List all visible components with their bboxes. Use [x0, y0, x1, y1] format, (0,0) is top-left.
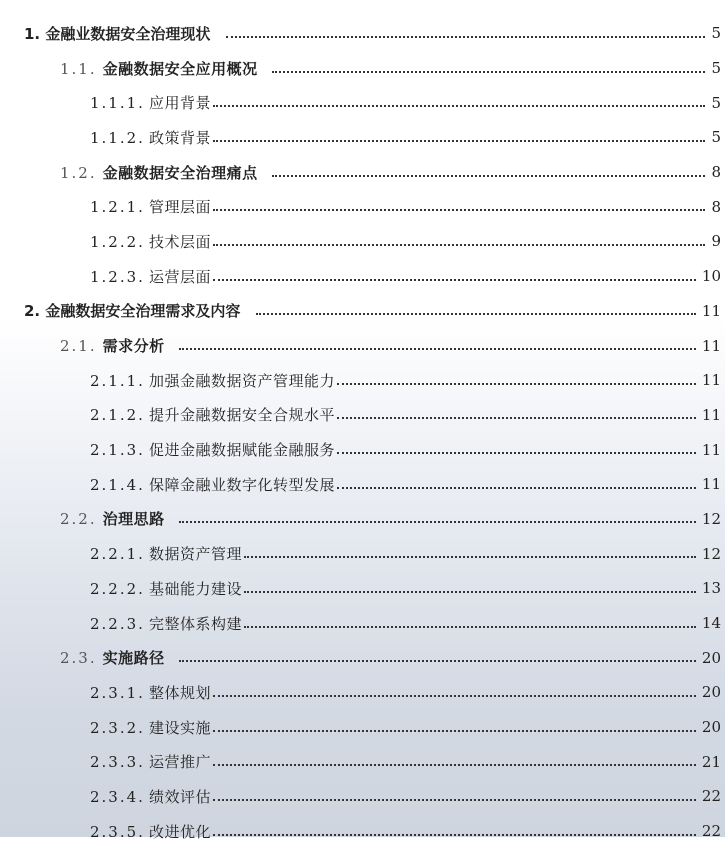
- toc-entry-level-3[interactable]: [0, 259, 725, 294]
- toc-dot-leader: [213, 139, 705, 142]
- toc-dot-leader: [272, 70, 705, 73]
- toc-page-number: 5: [711, 93, 721, 112]
- toc-entry-label: [90, 231, 211, 252]
- toc-entry-number: 2.3.2.: [90, 718, 145, 737]
- toc-entry-label: [90, 474, 335, 495]
- toc-entry-title: 需求分析: [102, 337, 165, 356]
- toc-entry-number: 1.1.2.: [90, 128, 145, 147]
- toc-entry-number: 1.2.1.: [90, 198, 145, 217]
- toc-dot-leader: [213, 694, 696, 697]
- toc-entry-number: 2.2.3.: [90, 614, 145, 633]
- toc-dot-leader: [244, 625, 696, 628]
- toc-entry-number: 2.1.1.: [90, 371, 145, 390]
- toc-entry-title: 实施路径: [102, 649, 165, 668]
- toc-entry-label: [90, 786, 211, 807]
- toc-page-number: 5: [711, 59, 721, 78]
- toc-entry-number: 2.2.: [60, 510, 97, 529]
- toc-entry-level-3[interactable]: [0, 744, 725, 779]
- toc-page-number: 12: [701, 544, 721, 563]
- toc-page-number: 5: [711, 24, 721, 43]
- toc-page-number: 14: [701, 614, 721, 633]
- toc-dot-leader: [213, 104, 705, 107]
- toc-entry-level-3[interactable]: [0, 224, 725, 259]
- toc-page-number: 20: [701, 718, 721, 737]
- toc-dot-leader: [337, 382, 696, 385]
- toc-entry-number: 2.1.4.: [90, 475, 145, 494]
- toc-entry-title: 管理层面: [148, 198, 211, 217]
- toc-entry-number: 2.3.: [60, 649, 97, 668]
- toc-dot-leader: [244, 555, 696, 558]
- toc-entry-level-3[interactable]: [0, 398, 725, 433]
- toc-dot-leader: [213, 729, 696, 732]
- toc-entry-title: 促进金融数据赋能金融服务: [148, 441, 335, 460]
- toc-entry-level-1[interactable]: [0, 294, 725, 329]
- toc-entry-number: 1.1.: [60, 59, 97, 78]
- toc-entry-title: 基础能力建设: [148, 579, 242, 598]
- toc-entry-title: 加强金融数据资产管理能力: [148, 371, 335, 390]
- toc-entry-title: 金融数据安全应用概况: [102, 59, 258, 78]
- toc-page-number: 11: [701, 475, 721, 494]
- toc-entry-title: 改进优化: [148, 822, 211, 841]
- toc-entry-title: 绩效评估: [148, 787, 211, 806]
- toc-entry-level-2[interactable]: [0, 640, 725, 675]
- toc-entry-title: 应用背景: [148, 94, 211, 113]
- toc-entry-label: [90, 717, 211, 738]
- toc-entry-number: 2.3.5.: [90, 822, 145, 841]
- toc-entry-title: 保障金融业数字化转型发展: [148, 475, 335, 494]
- toc-entry-title: 数据资产管理: [148, 545, 242, 564]
- toc-entry-number: 1.2.3.: [90, 267, 145, 286]
- toc-entry-number: 2.2.2.: [90, 579, 145, 598]
- toc-entry-label: [90, 92, 211, 113]
- toc-page-number: 21: [701, 752, 721, 771]
- toc-dot-leader: [213, 798, 696, 801]
- toc-entry-label: [90, 751, 211, 772]
- toc-entry-number: 2.1.3.: [90, 441, 145, 460]
- toc-page-number: 22: [701, 822, 721, 841]
- toc-entry-label: [90, 196, 211, 217]
- toc-entry-number: 2.: [24, 302, 41, 321]
- toc-page-number: 22: [701, 787, 721, 806]
- toc-entry-label: [90, 543, 242, 564]
- toc-entry-number: 2.2.1.: [90, 545, 145, 564]
- toc-entry-number: 2.3.4.: [90, 787, 145, 806]
- toc-entry-number: 1.: [24, 24, 41, 43]
- toc-dot-leader: [213, 833, 696, 836]
- toc-entry-level-3[interactable]: [0, 85, 725, 120]
- toc-entry-level-3[interactable]: [0, 814, 725, 849]
- toc-entry-label: [90, 127, 211, 148]
- toc-page-number: 10: [701, 267, 721, 286]
- toc-page-number: 20: [701, 683, 721, 702]
- toc-page-number: 11: [701, 301, 721, 320]
- toc-page-number: 8: [711, 197, 721, 216]
- toc-entry-level-2[interactable]: [0, 502, 725, 537]
- toc-dot-leader: [213, 278, 696, 281]
- toc-entry-number: 2.3.1.: [90, 683, 145, 702]
- toc-entry-label: [60, 162, 258, 183]
- toc-page-number: 20: [701, 648, 721, 667]
- toc-dot-leader: [337, 416, 696, 419]
- toc-entry-level-3[interactable]: [0, 363, 725, 398]
- toc-entry-level-3[interactable]: [0, 467, 725, 502]
- toc-entry-label: [90, 578, 242, 599]
- toc-entry-title: 金融业数据安全治理现状: [45, 24, 211, 43]
- toc-entry-label: [90, 404, 335, 425]
- toc-dot-leader: [213, 243, 705, 246]
- toc-entry-level-3[interactable]: [0, 710, 725, 745]
- toc-entry-number: 2.3.3.: [90, 753, 145, 772]
- toc-entry-label: [90, 613, 242, 634]
- toc-entry-title: 整体规划: [148, 683, 211, 702]
- toc-entry-title: 建设实施: [148, 718, 211, 737]
- toc-dot-leader: [226, 35, 705, 38]
- toc-page-number: 11: [701, 336, 721, 355]
- toc-entry-level-3[interactable]: [0, 606, 725, 641]
- toc-page-number: 9: [711, 232, 721, 251]
- table-of-contents: [0, 16, 725, 849]
- toc-entry-number: 1.2.2.: [90, 232, 145, 251]
- toc-entry-level-3[interactable]: [0, 571, 725, 606]
- toc-entry-title: 提升金融数据安全合规水平: [148, 406, 335, 425]
- toc-page-number: 11: [701, 371, 721, 390]
- toc-entry-level-3[interactable]: [0, 675, 725, 710]
- toc-dot-leader: [179, 520, 696, 523]
- toc-entry-label: [90, 821, 211, 842]
- toc-entry-label: [90, 370, 335, 391]
- toc-entry-level-2[interactable]: [0, 51, 725, 86]
- toc-entry-title: 完整体系构建: [148, 614, 242, 633]
- toc-page-number: 5: [711, 128, 721, 147]
- toc-entry-level-3[interactable]: [0, 120, 725, 155]
- toc-dot-leader: [179, 347, 696, 350]
- toc-entry-level-3[interactable]: [0, 779, 725, 814]
- toc-entry-title: 运营推广: [148, 753, 211, 772]
- toc-entry-label: [60, 58, 258, 79]
- toc-dot-leader: [337, 486, 696, 489]
- toc-entry-title: 政策背景: [148, 128, 211, 147]
- toc-entry-number: 2.1.2.: [90, 406, 145, 425]
- toc-page-number: 13: [701, 579, 721, 598]
- toc-entry-label: [90, 439, 335, 460]
- toc-dot-leader: [213, 763, 696, 766]
- toc-dot-leader: [179, 659, 696, 662]
- toc-entry-level-1[interactable]: [0, 16, 725, 51]
- toc-entry-label: [90, 682, 211, 703]
- toc-entry-label: [60, 508, 165, 529]
- toc-page-number: 11: [701, 440, 721, 459]
- toc-entry-label: [90, 266, 211, 287]
- toc-dot-leader: [244, 590, 696, 593]
- toc-entry-title: 金融数据安全治理痛点: [102, 163, 258, 182]
- toc-page-number: 12: [701, 509, 721, 528]
- toc-dot-leader: [337, 451, 696, 454]
- toc-entry-title: 技术层面: [148, 232, 211, 251]
- toc-entry-title: 运营层面: [148, 267, 211, 286]
- toc-entry-level-3[interactable]: [0, 536, 725, 571]
- toc-entry-number: 1.1.1.: [90, 94, 145, 113]
- toc-dot-leader: [272, 174, 705, 177]
- toc-entry-label: [24, 23, 210, 44]
- toc-page-number: 8: [711, 163, 721, 182]
- toc-dot-leader: [213, 208, 705, 211]
- toc-entry-label: [24, 300, 240, 321]
- toc-entry-number: 1.2.: [60, 163, 97, 182]
- toc-entry-label: [60, 647, 165, 668]
- toc-entry-title: 治理思路: [102, 510, 165, 529]
- toc-entry-level-3[interactable]: [0, 432, 725, 467]
- toc-entry-label: [60, 335, 165, 356]
- toc-entry-level-2[interactable]: [0, 155, 725, 190]
- toc-page-number: 11: [701, 405, 721, 424]
- toc-entry-level-2[interactable]: [0, 328, 725, 363]
- toc-entry-title: 金融数据安全治理需求及内容: [45, 302, 241, 321]
- toc-entry-number: 2.1.: [60, 337, 97, 356]
- toc-entry-level-3[interactable]: [0, 189, 725, 224]
- toc-dot-leader: [256, 312, 696, 315]
